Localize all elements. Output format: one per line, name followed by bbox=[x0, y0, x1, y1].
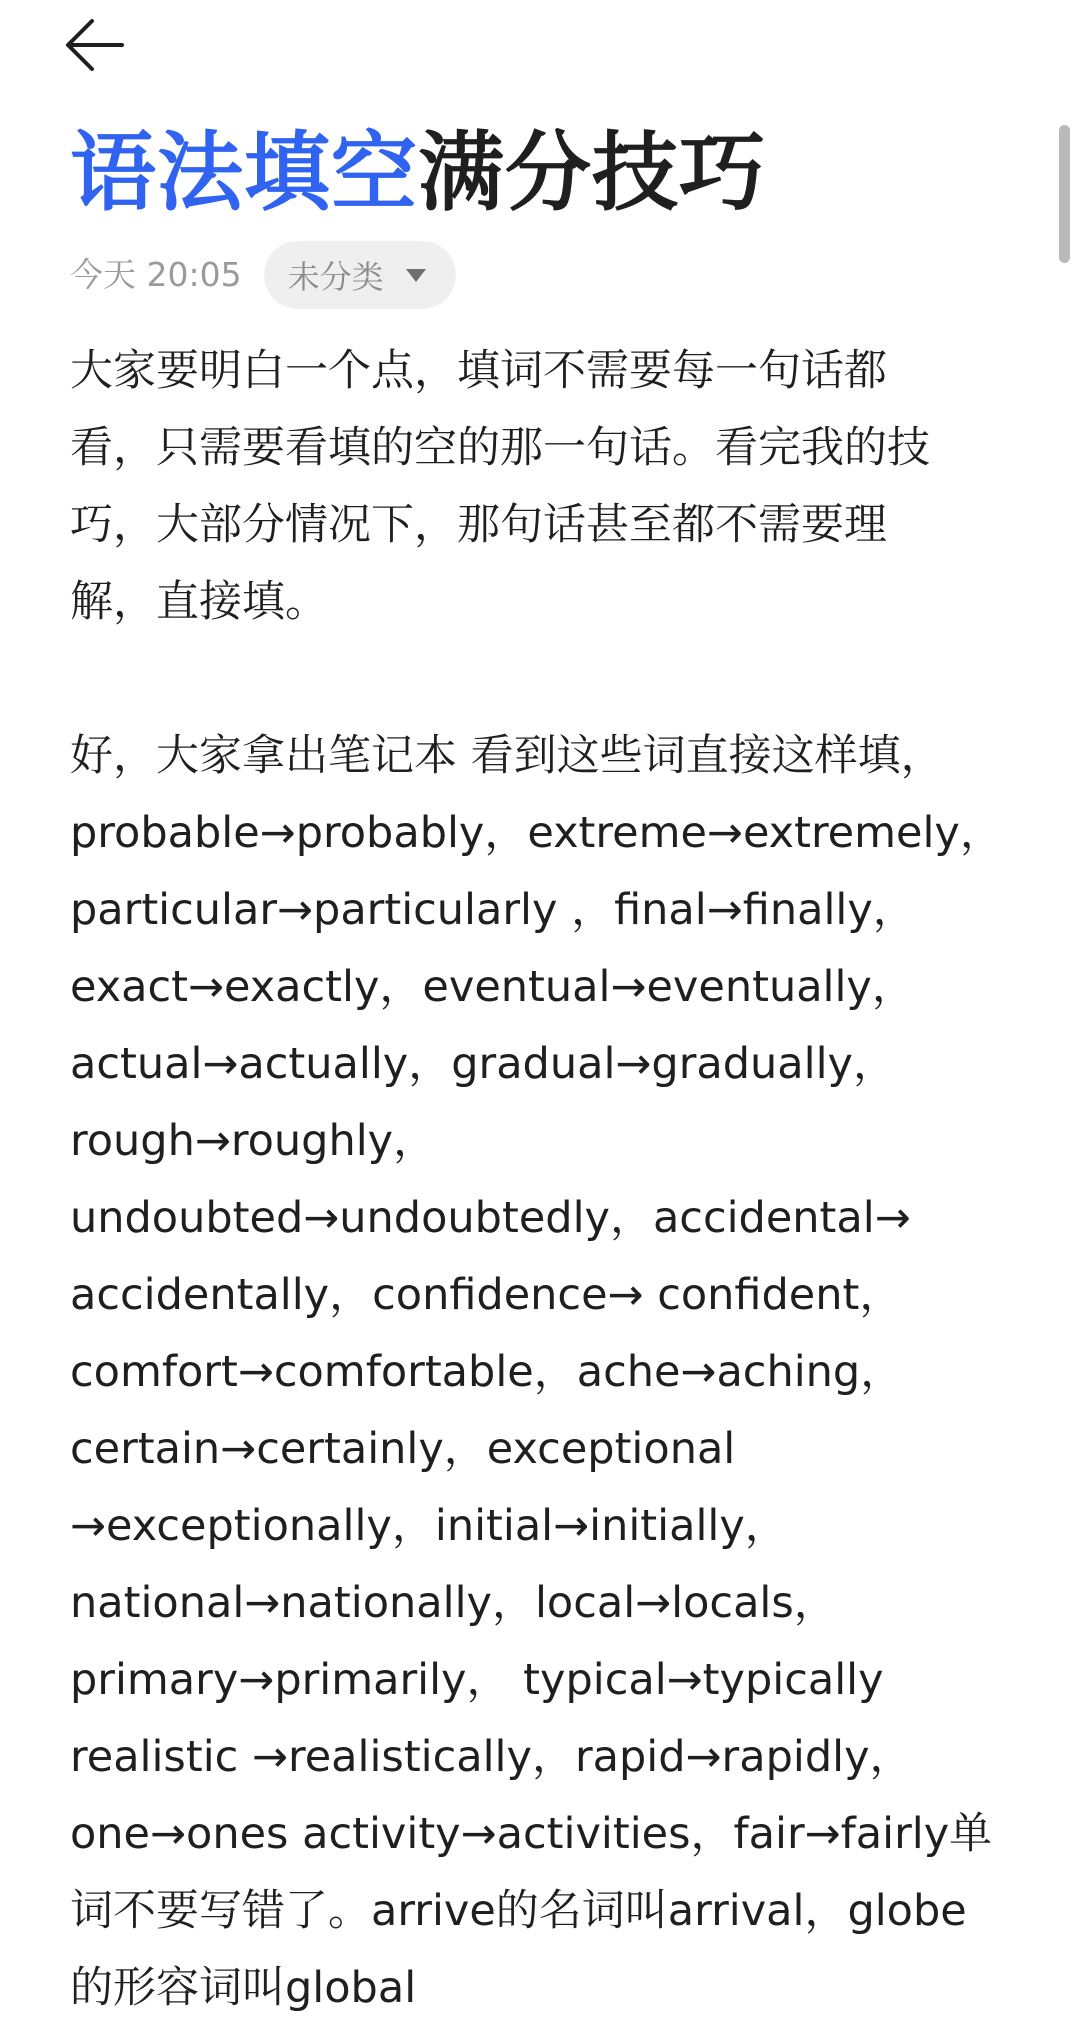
note-paragraph-intro: 大家要明白一个点，填词不需要每一句话都 看，只需要看填的空的那一句话。看完我的技 巧，大部分情况下，那句话甚至都不需要理 解，直接填。 bbox=[70, 346, 930, 627]
category-dropdown[interactable] bbox=[264, 241, 456, 309]
arrow-left-icon bbox=[62, 17, 126, 73]
category-label: 未分类 bbox=[287, 258, 384, 296]
scrollbar[interactable] bbox=[1059, 125, 1070, 263]
note-meta bbox=[70, 240, 456, 310]
title-highlight: 语法填空 bbox=[70, 123, 418, 223]
title-rest: 满分技巧 bbox=[418, 123, 766, 223]
note-paragraph-wordlist: 好，大家拿出笔记本 看到这些词直接这样填， probable→probably，extreme→extremely， particular→particularly ，final→finally， exact→exactly，eventual→eventually， actual→actually，gradual→gradually， rough→roughly， undoubted→undoubtedly，accidental→ accidentally，confidence→ confident， comfort→comfortable，ache→aching， certain→certainly，exceptional →exceptionally，initial→initially， national→nationally，local→locals， primary→primarily， typical→typically realistic →realistically，rapid→rapidly， one→ones activity→activities，fair→fairly单 词不要写错了。arrive的名词叫arrival，globe 的形容词叫global bbox=[70, 731, 1003, 2013]
caret-down-icon bbox=[406, 269, 426, 282]
note-body[interactable] bbox=[70, 333, 1010, 2027]
note-title[interactable] bbox=[70, 118, 766, 228]
paragraph-gap bbox=[70, 641, 1010, 718]
note-timestamp: 今天 20:05 bbox=[70, 255, 242, 294]
back-button[interactable] bbox=[62, 10, 142, 80]
